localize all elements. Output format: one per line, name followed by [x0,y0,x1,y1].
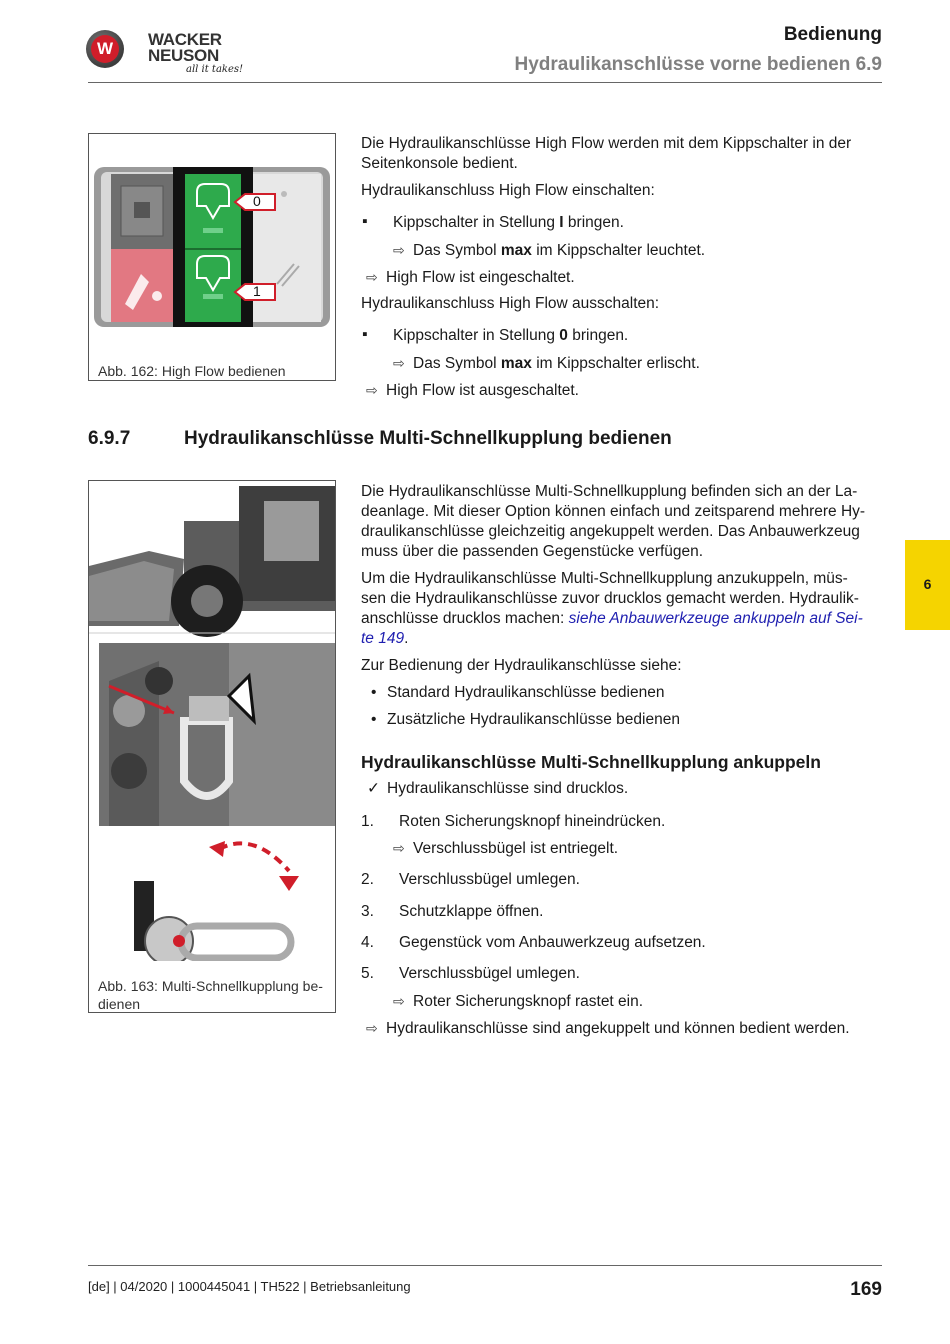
result-high-flow-off [366,380,579,401]
header-title: Bedienung [783,24,882,45]
paragraph-high-flow-on: Hydraulikanschluss High Flow einschalten: [361,182,655,199]
text: anschlüsse drucklos machen: [361,610,569,627]
brand-name [148,32,222,64]
step-result [393,838,618,859]
step-text: Verschlussbügel umlegen. [399,965,580,982]
text-line: sen die Hydraulikanschlüsse zuvor drucklos gemacht werden. Hydraulik- [361,590,859,607]
brand-line1: WACKER [148,30,222,49]
step-number: 3. [361,903,374,920]
step-switch-off [393,326,628,346]
chapter-tab[interactable] [905,540,950,630]
figure-163 [88,480,336,1013]
text: . [404,630,409,647]
step-text: Roten Sicherungsknopf hineindrücken. [399,813,666,830]
text-line [361,629,863,649]
chapter-tab-label: 6 [923,576,932,592]
precondition [367,779,628,799]
bullet-dot: • [371,711,377,728]
text-line [361,609,863,629]
callout-label-0: 0 [253,193,261,209]
subsection-title: Hydraulikanschlüsse Multi-Schnellkupplung ankuppeln [361,752,821,772]
step-switch-on [393,213,624,233]
result-arrow-icon: ⇨ [393,840,405,856]
list-item [371,710,680,730]
text-bold: I [559,214,564,231]
text-bold: max [500,242,532,259]
figure-163-caption [98,977,323,1013]
logo-emblem [86,30,124,68]
paragraph-multi-coupling-intro [361,482,865,562]
paragraph-see-also: Zur Bedienung der Hydraulikanschlüsse siehe: [361,657,682,674]
paragraph-high-flow-intro: Die Hydraulikanschlüsse High Flow werden mit dem Kippschalter in der Seitenkonsole bedient. [361,135,852,172]
text-line: Um die Hydraulikanschlüsse Multi-Schnellkupplung anzukuppeln, müs- [361,570,848,587]
page-number: 169 [850,1279,882,1300]
result-max-off [393,353,700,374]
caption-line: Abb. 163: Multi-Schnellkupplung be- [98,978,323,994]
paragraph-depressurize [361,569,863,649]
result-arrow-icon: ⇨ [366,1020,378,1036]
result-high-flow-on [366,267,575,288]
cross-reference-link[interactable]: siehe Anbauwerkzeuge ankuppeln auf Sei- [568,610,863,627]
multi-coupling-illustration [89,481,335,961]
header-divider [88,82,882,83]
result-arrow-icon: ⇨ [366,382,378,398]
brand-logo [86,30,246,78]
final-result [366,1018,850,1039]
text-line: deanlage. Mit dieser Option können einfach und zeitsparend mehrere Hy- [361,503,866,520]
text: Kippschalter in Stellung [393,214,560,231]
logo-letter: W [91,35,119,63]
paragraph-high-flow-off: Hydraulikanschluss High Flow ausschalten: [361,295,660,312]
result-arrow-icon: ⇨ [393,355,405,371]
text: Kippschalter in Stellung [393,327,560,344]
step-result [393,991,643,1012]
figure-162-caption: Abb. 162: High Flow bedienen [98,363,286,379]
result-arrow-icon: ⇨ [366,269,378,285]
footer-document-info: [de] | 04/2020 | 1000445041 | TH522 | Betriebsanleitung [88,1279,411,1294]
text-bold: 0 [559,327,568,344]
caption-line: dienen [98,996,141,1012]
footer-divider [88,1265,882,1266]
text: Standard Hydraulikanschlüsse bedienen [387,684,665,701]
text-line: muss über die passenden Gegenstücke verfügen. [361,543,704,560]
step-text: Verschlussbügel umlegen. [399,871,580,888]
section-title: Hydraulikanschlüsse Multi-Schnellkupplung bedienen [184,428,672,449]
figure-162 [88,133,336,381]
bullet-marker: ▪ [362,326,368,343]
text: Das Symbol [413,242,501,259]
step-number: 1. [361,813,374,830]
result-arrow-icon: ⇨ [393,242,405,258]
list-item [371,683,664,703]
high-flow-switch-illustration [89,134,335,334]
check-icon: ✓ [367,780,380,797]
text: bringen. [567,327,629,344]
text-bold: max [500,355,532,372]
step-text: Gegenstück vom Anbauwerkzeug aufsetzen. [399,934,706,951]
text: im Kippschalter erlischt. [531,355,700,372]
step-number: 5. [361,965,374,982]
section-number: 6.9.7 [88,428,131,449]
text: Hydraulikanschlüsse sind angekuppelt und können bedient werden. [386,1020,850,1037]
cross-reference-link[interactable]: te 149 [361,630,405,647]
step-text: Schutzklappe öffnen. [399,903,544,920]
text: Hydraulikanschlüsse sind drucklos. [387,780,629,797]
text-line: draulikanschlüsse gleichzeitig angekuppelt werden. Das Anbauwerkzeug [361,523,860,540]
text: High Flow ist ausgeschaltet. [386,382,579,399]
callout-label-1: 1 [253,283,261,299]
result-max-lit [393,240,705,261]
brand-line2: NEUSON [148,46,219,65]
bullet-marker: ▪ [362,213,368,230]
bullet-dot: • [371,684,377,701]
brand-slogan: all it takes! [186,64,244,75]
header-subtitle: Hydraulikanschlüsse vorne bedienen 6.9 [514,54,882,75]
step-number: 2. [361,871,374,888]
text: Zusätzliche Hydraulikanschlüsse bedienen [387,711,680,728]
text: bringen. [563,214,624,231]
text: High Flow ist eingeschaltet. [386,269,575,286]
text: Roter Sicherungsknopf rastet ein. [413,993,644,1010]
step-number: 4. [361,934,374,951]
text-line: Die Hydraulikanschlüsse Multi-Schnellkupplung befinden sich an der La- [361,483,858,500]
result-arrow-icon: ⇨ [393,993,405,1009]
text: Verschlussbügel ist entriegelt. [413,840,619,857]
text: im Kippschalter leuchtet. [531,242,706,259]
text: Das Symbol [413,355,501,372]
